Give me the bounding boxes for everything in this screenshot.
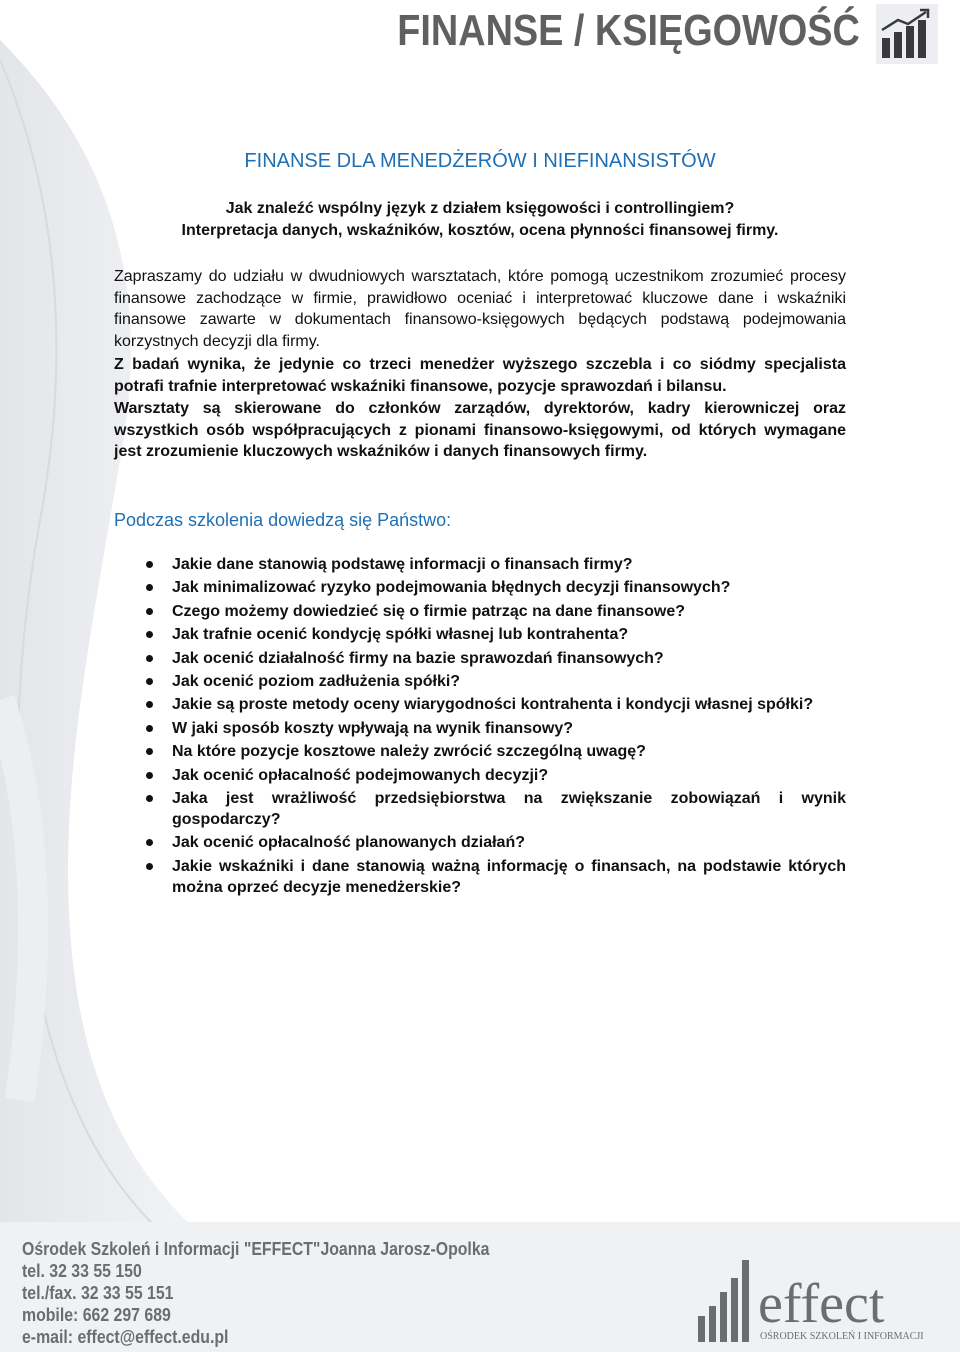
bullet-icon xyxy=(146,561,153,568)
audience-paragraph: Warsztaty są skierowane do członków zarządów, dyrektorów, kadry kierowniczej oraz wszystkich osób współpracujących z pionami finansowo-księgowymi, od których wymagane jest zrozumienie kluczowych wskaźników i danych finansowych firmy. xyxy=(114,400,846,460)
list-item: Jak trafnie ocenić kondycję spółki własnej lub kontrahenta? xyxy=(114,624,846,645)
list-item: Jakie dane stanowią podstawę informacji o finansach firmy? xyxy=(114,554,846,575)
subtitle-line-1: Jak znaleźć wspólny język z działem księgowości i controllingiem? xyxy=(225,200,735,217)
intro-paragraph xyxy=(114,266,846,352)
list-item: Jaka jest wrażliwość przedsiębiorstwa na zwiększanie zobowiązań i wynik gospodarczy? xyxy=(114,788,846,830)
bullet-icon xyxy=(146,839,153,846)
list-item: Jak ocenić opłacalność podejmowanych decyzji? xyxy=(114,765,846,786)
subtitle-line-2: Interpretacja danych, wskaźników, kosztów, ocena płynności finansowej firmy. xyxy=(181,222,779,239)
research-paragraph: Z badań wynika, że jedynie co trzeci menedżer wyższego szczebla i co siódmy specjalista potrafi trafnie interpretować wskaźniki finansowe, pozycje sprawozdań i bilansu. xyxy=(114,356,846,395)
list-item: Na które pozycje kosztowe należy zwrócić szczególną uwagę? xyxy=(114,741,846,762)
bullet-icon xyxy=(146,608,153,615)
fax-number: tel./fax. 32 33 55 151 xyxy=(22,1283,174,1303)
bullet-icon xyxy=(146,655,153,662)
bullet-icon xyxy=(146,631,153,638)
bullet-icon xyxy=(146,678,153,685)
list-item: Jakie są proste metody oceny wiarygodności kontrahenta i kondycji własnej spółki? xyxy=(114,694,846,715)
logo-tagline: OŚRODEK SZKOLEŃ I INFORMACJI xyxy=(760,1331,924,1342)
bullet-icon xyxy=(146,863,153,870)
bullet-icon xyxy=(146,795,153,802)
effect-logo xyxy=(690,1250,940,1346)
list-item: Jak ocenić działalność firmy na bazie sprawozdań finansowych? xyxy=(114,648,846,669)
list-item: Jak ocenić poziom zadłużenia spółki? xyxy=(114,671,846,692)
page-header-title: FINANSE / KSIĘGOWOŚĆ xyxy=(397,6,860,55)
chart-growth-icon xyxy=(876,4,938,64)
intro-paragraph-text: Zapraszamy do udziału w dwudniowych warsztatach, które pomogą uczestnikom zrozumieć procesy finansowe zachodzące w firmie, prawidłowo oceniać i interpretować kluczowe dane i wskaźniki finansowe zawarte w dokumentach finansowo-księgowych będących podstawą podejmowania korzystnych decyzji dla firmy. xyxy=(114,268,846,350)
list-item: Jak ocenić opłacalność planowanych działań? xyxy=(114,832,846,853)
list-item: Jakie wskaźniki i dane stanowią ważną informację o finansach, na podstawie których można oprzeć decyzje menedżerskie? xyxy=(114,856,846,898)
organization-name: Ośrodek Szkoleń i Informacji "EFFECT"Joanna Jarosz-Opolka xyxy=(22,1239,490,1259)
bullet-icon xyxy=(146,584,153,591)
bullet-icon xyxy=(146,701,153,708)
email-address: e-mail: effect@effect.edu.pl xyxy=(22,1327,229,1347)
bullet-icon xyxy=(146,725,153,732)
bullet-icon xyxy=(146,748,153,755)
list-item: Jak minimalizować ryzyko podejmowania błędnych decyzji finansowych? xyxy=(114,577,846,598)
phone-number: tel. 32 33 55 150 xyxy=(22,1261,142,1281)
mobile-number: mobile: 662 297 689 xyxy=(22,1305,171,1325)
benefits-list xyxy=(114,554,846,900)
section-heading: Podczas szkolenia dowiedzą się Państwo: xyxy=(114,510,452,530)
list-item: Czego możemy dowiedzieć się o firmie patrząc na dane finansowe? xyxy=(114,601,846,622)
logo-wordmark: effect xyxy=(758,1273,885,1335)
bullet-icon xyxy=(146,772,153,779)
main-heading: FINANSE DLA MENEDŻERÓW I NIEFINANSISTÓW xyxy=(244,150,716,172)
contact-footer xyxy=(22,1238,489,1348)
list-item: W jaki sposób koszty wpływają na wynik finansowy? xyxy=(114,718,846,739)
